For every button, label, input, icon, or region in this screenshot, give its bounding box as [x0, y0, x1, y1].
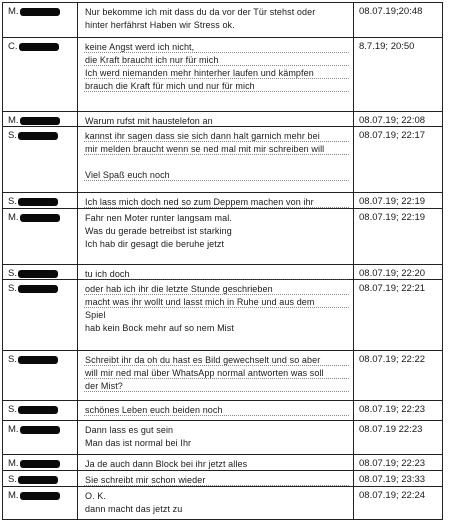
timestamp-cell	[354, 471, 442, 486]
redaction-bar	[18, 198, 58, 206]
sender-cell	[3, 487, 78, 519]
table-row	[3, 265, 442, 280]
message-cell	[78, 421, 354, 454]
timestamp: 08.07.19 22:23	[359, 424, 423, 435]
scan-artifact-line	[84, 391, 349, 392]
sender-cell	[3, 38, 78, 111]
scan-artifact-line	[84, 78, 349, 79]
redaction-bar	[18, 476, 58, 484]
timestamp-cell	[354, 3, 442, 37]
message-cell	[78, 209, 354, 264]
redaction-bar	[18, 356, 58, 364]
message-line: Spiel	[85, 310, 106, 320]
timestamp-cell	[354, 38, 442, 111]
message-cell	[78, 455, 354, 470]
message-line: Nur bekomme ich mit dass du da vor der Tür stehst oder	[85, 7, 316, 17]
sender-initial: M.	[8, 424, 19, 435]
message-line: Ja de auch dann Block bei ihr jetzt alles	[85, 459, 248, 469]
message-line: Ich lass mich doch ned so zum Deppem machen von ihr	[85, 197, 314, 207]
message-line: Man das ist normal bei Ihr	[85, 438, 192, 448]
message-line: Ich werd niemanden mehr hinterher laufen und kämpfen	[85, 68, 314, 78]
sender-initial: S.	[8, 354, 17, 365]
timestamp: 08.07.19; 22:08	[359, 115, 426, 126]
message-line: hinter herfährst Haben wir Stress ok.	[85, 20, 235, 30]
timestamp-cell	[354, 455, 442, 470]
sender-initial: M.	[8, 212, 19, 223]
sender-cell	[3, 112, 78, 126]
redaction-bar	[20, 117, 60, 125]
message-line: dann macht das jetzt zu	[85, 504, 183, 514]
message-cell	[78, 193, 354, 208]
message-line: Schreibt ihr da oh du hast es Bild gewechselt und so aber	[85, 355, 321, 365]
sender-initial: S.	[8, 474, 17, 485]
message-line: hab kein Bock mehr auf so nem Mist	[85, 323, 234, 333]
message-line: will mir ned mal über WhatsApp normal antworten was soll	[85, 368, 324, 378]
sender-cell	[3, 3, 78, 37]
sender-cell	[3, 351, 78, 400]
message-line: keine Angst werd ich nicht,	[85, 42, 195, 52]
message-cell	[78, 127, 354, 192]
scan-artifact-line	[84, 65, 349, 66]
message-line: tu ich doch	[85, 269, 130, 279]
scan-artifact-line	[84, 294, 349, 295]
sender-initial: M.	[8, 6, 19, 17]
message-line: macht was ihr wollt und lasst mich in Ruhe und aus dem	[85, 297, 315, 307]
timestamp: 08.07.19; 22:20	[359, 268, 426, 279]
sender-cell	[3, 280, 78, 350]
message-line: oder hab ich ihr die letzte Stunde geschrieben	[85, 284, 273, 294]
message-line: Sie schreibt mir schon wieder	[85, 475, 206, 485]
redaction-bar	[18, 285, 58, 293]
timestamp: 08.07.19; 23:33	[359, 474, 426, 485]
message-cell	[78, 487, 354, 519]
message-line: Ich hab dir gesagt die beruhe jetzt	[85, 239, 225, 249]
message-cell	[78, 3, 354, 37]
table-row	[3, 401, 442, 421]
table-row	[3, 38, 442, 112]
timestamp: 08.07.19; 22:23	[359, 404, 426, 415]
timestamp: 08.07.19; 22:23	[359, 458, 426, 469]
message-cell	[78, 351, 354, 400]
message-line: mir melden braucht wenn se ned mal mit mir schreiben will	[85, 144, 325, 154]
timestamp: 08.07.19; 22:19	[359, 212, 426, 223]
sender-initial: S.	[8, 268, 17, 279]
timestamp: 08.07.19; 22:21	[359, 283, 426, 294]
sender-cell	[3, 455, 78, 470]
timestamp-cell	[354, 280, 442, 350]
timestamp-cell	[354, 127, 442, 192]
timestamp-cell	[354, 487, 442, 519]
sender-cell	[3, 209, 78, 264]
message-cell	[78, 265, 354, 279]
timestamp: 8.7.19; 20:50	[359, 41, 415, 52]
redaction-bar	[19, 43, 59, 51]
sender-cell	[3, 421, 78, 454]
chat-log-table	[2, 2, 443, 520]
message-line: Dann lass es gut sein	[85, 425, 174, 435]
message-line: Was du gerade betreibst ist starking	[85, 226, 232, 236]
message-cell	[78, 112, 354, 126]
scan-artifact-line	[84, 307, 349, 308]
sender-cell	[3, 265, 78, 279]
sender-cell	[3, 471, 78, 486]
table-row	[3, 3, 442, 38]
table-row	[3, 209, 442, 265]
timestamp: 08.07.19; 22:24	[359, 490, 426, 501]
scan-artifact-line	[84, 365, 349, 366]
table-row	[3, 351, 442, 401]
scan-artifact-line	[84, 415, 349, 416]
message-line: schönes Leben euch beiden noch	[85, 405, 223, 415]
table-row	[3, 280, 442, 351]
timestamp-cell	[354, 421, 442, 454]
table-row	[3, 112, 442, 127]
sender-initial: S.	[8, 130, 17, 141]
sender-cell	[3, 127, 78, 192]
redaction-bar	[18, 406, 58, 414]
timestamp-cell	[354, 351, 442, 400]
message-line: Fahr nen Moter runter langsam mal.	[85, 213, 232, 223]
timestamp: 08.07.19; 22:19	[359, 196, 426, 207]
redaction-bar	[20, 492, 60, 500]
timestamp: 08.07.19; 22:22	[359, 354, 426, 365]
scan-artifact-line	[84, 180, 349, 181]
message-line: kannst ihr sagen dass sie sich dann halt garnich mehr bei	[85, 131, 320, 141]
timestamp-cell	[354, 265, 442, 279]
message-line: Viel Spaß euch noch	[85, 170, 170, 180]
message-cell	[78, 38, 354, 111]
message-line	[85, 156, 353, 169]
redaction-bar	[20, 214, 60, 222]
sender-cell	[3, 401, 78, 420]
scan-artifact-line	[84, 154, 349, 155]
table-row	[3, 455, 442, 471]
redaction-bar	[20, 8, 60, 16]
scan-artifact-line	[84, 141, 349, 142]
redaction-bar	[20, 460, 60, 468]
sender-initial: M.	[8, 115, 19, 126]
redaction-bar	[18, 270, 58, 278]
timestamp-cell	[354, 209, 442, 264]
message-cell	[78, 471, 354, 486]
message-line: O. K.	[85, 491, 107, 501]
message-cell	[78, 401, 354, 420]
sender-initial: M.	[8, 490, 19, 501]
scan-artifact-line	[84, 485, 349, 486]
sender-initial: S.	[8, 283, 17, 294]
table-row	[3, 127, 442, 193]
timestamp: 08.07.19;20:48	[359, 6, 423, 17]
message-line: Warum rufst mit haustelefon an	[85, 116, 213, 126]
scan-artifact-line	[84, 207, 349, 208]
message-line: die Kraft braucht ich nur für mich	[85, 55, 219, 65]
timestamp: 08.07.19; 22:17	[359, 130, 426, 141]
table-row	[3, 193, 442, 209]
table-row	[3, 421, 442, 455]
timestamp-cell	[354, 193, 442, 208]
sender-initial: C.	[8, 41, 18, 52]
scan-artifact-line	[84, 52, 349, 53]
sender-initial: S.	[8, 196, 17, 207]
message-line: brauch die Kraft für mich und nur für mich	[85, 81, 255, 91]
sender-cell	[3, 193, 78, 208]
table-row	[3, 471, 442, 487]
timestamp-cell	[354, 401, 442, 420]
message-cell	[78, 280, 354, 350]
redaction-bar	[20, 426, 60, 434]
redaction-bar	[18, 132, 58, 140]
scan-artifact-line	[84, 378, 349, 379]
table-row	[3, 487, 442, 519]
sender-initial: M.	[8, 458, 19, 469]
sender-initial: S.	[8, 404, 17, 415]
scan-artifact-line	[84, 91, 349, 92]
timestamp-cell	[354, 112, 442, 126]
message-line: der Mist?	[85, 381, 123, 391]
